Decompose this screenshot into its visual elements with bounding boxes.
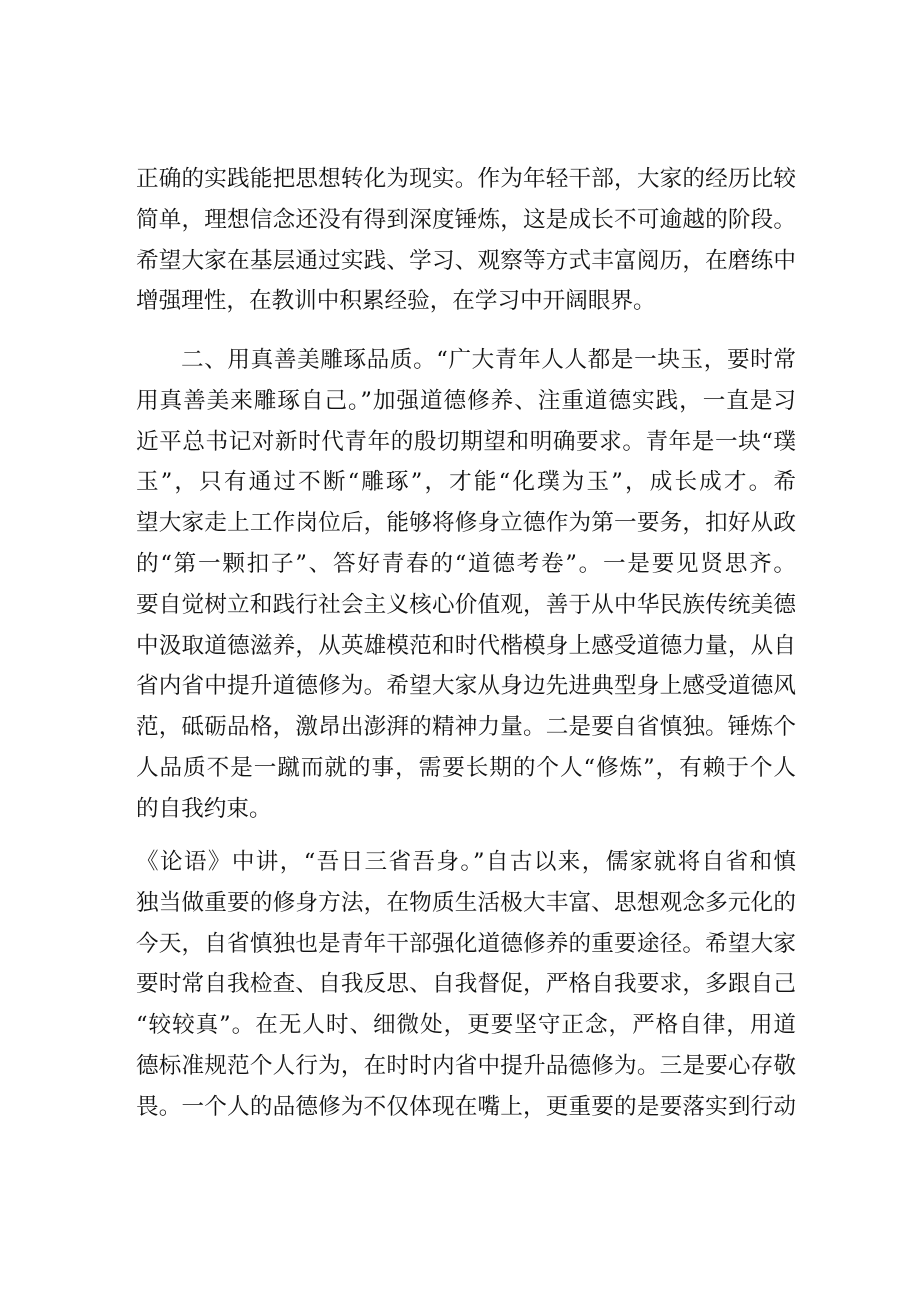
text-line: 要自觉树立和践行社会主义核心价值观，善于从中华民族传统美德 bbox=[136, 591, 796, 618]
text-line: 中汲取道德滋养，从英雄模范和时代楷模身上感受道德力量，从自 bbox=[136, 632, 796, 659]
text-line: “较较真”。在无人时、细微处，更要坚守正念，严格自律，用道 bbox=[136, 1012, 796, 1039]
section-heading-line: 二、用真善美雕琢品质。“广大青年人人都是一块玉，要时常 bbox=[181, 347, 796, 373]
paragraph-analects bbox=[136, 842, 796, 1128]
text-line: 的“第一颗扣子”、答好青春的“道德考卷”。一是要见贤思齐。 bbox=[136, 550, 796, 577]
text-line: 望大家走上工作岗位后，能够将修身立德作为第一要务，扣好从政 bbox=[136, 510, 796, 537]
text-line: 今天，自省慎独也是青年干部强化道德修养的重要途径。希望大家 bbox=[136, 930, 796, 957]
text-line: 玉”，只有通过不断“雕琢”，才能“化璞为玉”，成长成才。希 bbox=[136, 469, 796, 496]
text-line: 德标准规范个人行为，在时时内省中提升品德修为。三是要心存敬 bbox=[136, 1052, 796, 1079]
text-line: 正确的实践能把思想转化为现实。作为年轻干部，大家的经历比较 bbox=[136, 166, 796, 192]
text-line: 用真善美来雕琢自己。”加强道德修养、注重道德实践，一直是习 bbox=[136, 387, 796, 414]
text-line: 畏。一个人的品德修为不仅体现在嘴上，更重要的是要落实到行动 bbox=[136, 1093, 796, 1120]
paragraph-section-two bbox=[136, 340, 796, 830]
text-line: 希望大家在基层通过实践、学习、观察等方式丰富阅历，在磨练中 bbox=[136, 247, 796, 274]
text-line: 人品质不是一蹴而就的事，需要长期的个人“修炼”，有赖于个人 bbox=[136, 754, 796, 781]
text-line: 要时常自我检查、自我反思、自我督促，严格自我要求，多跟自己 bbox=[136, 971, 796, 998]
text-line: 省内省中提升道德修为。希望大家从身边先进典型身上感受道德风 bbox=[136, 673, 796, 700]
text-line: 近平总书记对新时代青年的殷切期望和明确要求。青年是一块“璞 bbox=[136, 428, 796, 455]
text-line: 范，砥砺品格，激昂出澎湃的精神力量。二是要自省慎独。锤炼个 bbox=[136, 714, 796, 741]
text-line: 独当做重要的修身方法，在物质生活极大丰富、思想观念多元化的 bbox=[136, 889, 796, 916]
text-line: 增强理性，在教训中积累经验，在学习中开阔眼界。 bbox=[136, 288, 656, 315]
paragraph-practice bbox=[136, 159, 796, 322]
text-line: 《论语》中讲，“吾日三省吾身。”自古以来，儒家就将自省和慎 bbox=[136, 849, 796, 875]
text-line: 简单，理想信念还没有得到深度锤炼，这是成长不可逾越的阶段。 bbox=[136, 206, 796, 233]
text-line: 的自我约束。 bbox=[136, 795, 272, 822]
